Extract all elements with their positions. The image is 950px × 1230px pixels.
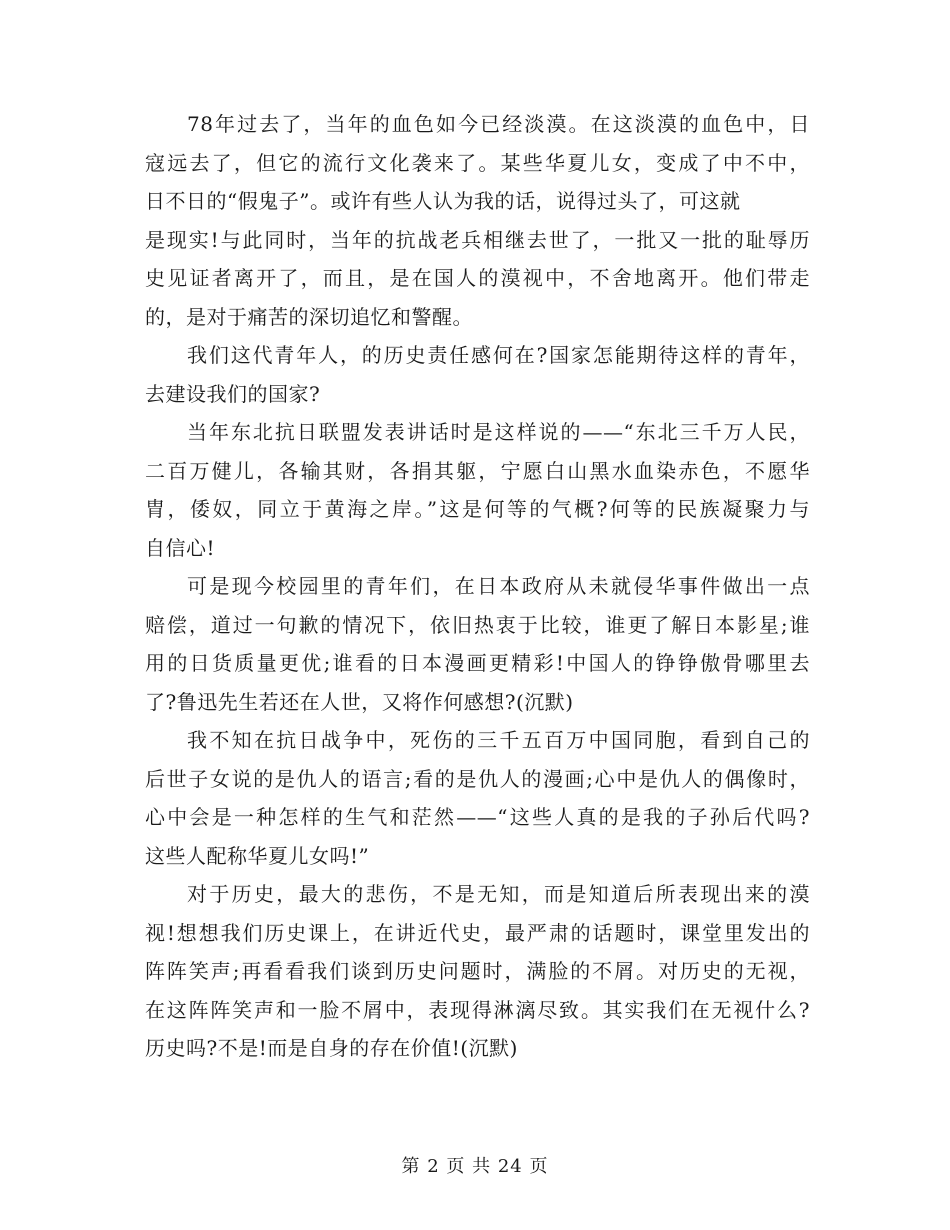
text-line: 自信心! xyxy=(145,535,216,560)
text-line: 视!想想我们历史课上，在讲近代史，最严肃的话题时，课堂里发出的 xyxy=(145,920,810,945)
text-line: 日不日的“假鬼子”。或许有些人认为我的话，说得过头了，可这就 xyxy=(145,189,741,213)
text-line: 用的日货质量更优;谁看的日本漫画更精彩!中国人的铮铮傲骨哪里去 xyxy=(145,651,810,675)
text-line: 我们这代青年人，的历史责任感何在?国家怎能期待这样的青年， xyxy=(187,343,810,367)
text-line: 胄，倭奴，同立于黄海之岸。”这是何等的气概?何等的民族凝聚力与 xyxy=(145,497,810,521)
text-line: 可是现今校园里的青年们，在日本政府从未就侵华事件做出一点 xyxy=(187,574,810,598)
text-line: 历史吗?不是!而是自身的存在价值!(沉默) xyxy=(145,1036,518,1060)
text-line: 当年东北抗日联盟发表讲话时是这样说的——“东北三千万人民， xyxy=(187,420,810,444)
text-line: 二百万健儿，各输其财，各捐其躯，宁愿白山黑水血染赤色，不愿华 xyxy=(145,458,810,483)
text-line: 是现实!与此同时，当年的抗战老兵相继去世了，一批又一批的耻辱历 xyxy=(145,227,810,252)
text-line: 赔偿，道过一句歉的情况下，依旧热衷于比较，谁更了解日本影星;谁 xyxy=(145,612,810,637)
text-line: 去建设我们的国家? xyxy=(145,381,321,406)
text-line: 对于历史，最大的悲伤，不是无知，而是知道后所表现出来的漠 xyxy=(187,882,810,906)
paragraph-5 xyxy=(145,721,810,875)
paragraph-1 xyxy=(145,105,810,336)
text-line: 78年过去了，当年的血色如今已经淡漠。在这淡漠的血色中，日 xyxy=(187,112,810,136)
text-line: 这些人配称华夏儿女吗!” xyxy=(145,843,370,868)
paragraph-6 xyxy=(145,875,810,1068)
text-line: 了?鲁迅先生若还在人世，又将作何感想?(沉默) xyxy=(145,689,574,714)
paragraph-2 xyxy=(145,336,810,413)
paragraph-3 xyxy=(145,413,810,567)
paragraph-4 xyxy=(145,567,810,721)
text-line: 后世子女说的是仇人的语言;看的是仇人的漫画;心中是仇人的偶像时， xyxy=(145,766,810,791)
text-line: 阵阵笑声;再看看我们谈到历史问题时，满脸的不屑。对历史的无视， xyxy=(145,959,810,983)
text-line: 史见证者离开了，而且，是在国人的漠视中，不舍地离开。他们带走 xyxy=(145,266,810,290)
text-line: 寇远去了，但它的流行文化袭来了。某些华夏儿女，变成了中不中， xyxy=(145,150,810,175)
page-number-footer: 第 2 页 共 24 页 xyxy=(401,1156,549,1177)
text-line: 我不知在抗日战争中，死伤的三千五百万中国同胞，看到自己的 xyxy=(187,728,810,752)
body-text xyxy=(145,105,810,1068)
text-line: 在这阵阵笑声和一脸不屑中，表现得淋漓尽致。其实我们在无视什么? xyxy=(145,997,810,1022)
text-line: 的，是对于痛苦的深切追忆和警醒。 xyxy=(145,304,473,329)
text-line: 心中会是一种怎样的生气和茫然——“这些人真的是我的子孙后代吗? xyxy=(145,805,810,829)
